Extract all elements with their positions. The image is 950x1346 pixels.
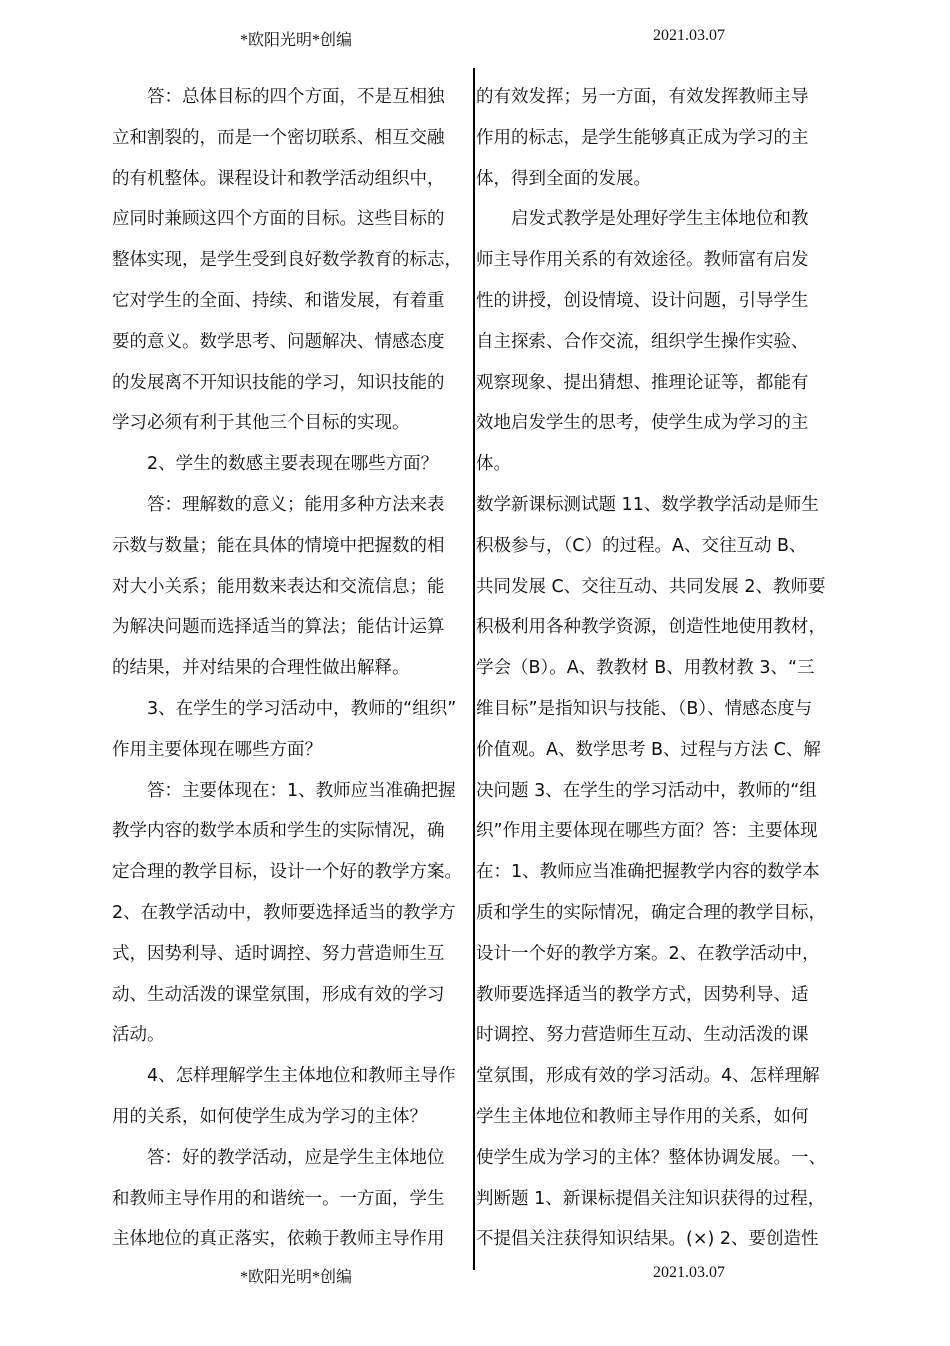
text-line: 式，因势利导、适时调控、努力营造师生互 [112,943,445,964]
text-line: 价值观。A、数学思考 B、过程与方法 C、解 [476,739,821,760]
left-column [112,77,474,1260]
text-line: 整体实现，是学生受到良好数学教育的标志， [112,250,462,271]
text-line: 答：理解数的意义；能用多种方法来表 [112,494,445,515]
text-line: 的有效发挥；另一方面，有效发挥教师主导 [476,87,809,107]
text-line: 的发展离不开知识技能的学习，知识技能的 [112,372,445,393]
text-line: 使学生成为学习的主体？整体协调发展。一、 [476,1147,826,1168]
text-line: 示数与数量；能在具体的情境中把握数的相 [112,535,445,556]
text-line: 2、学生的数感主要表现在哪些方面？ [112,454,439,475]
text-line: 和教师主导作用的和谐统一。一方面，学生 [112,1188,445,1209]
text-line: 应同时兼顾这四个方面的目标。这些目标的 [112,209,445,230]
text-line: 立和割裂的，而是一个密切联系、相互交融 [112,127,445,148]
text-line: 它对学生的全面、持续、和谐发展，有着重 [112,290,445,311]
text-line: 决问题 3、在学生的学习活动中，教师的“组 [476,780,817,801]
text-line: 数学新课标测试题 11、数学教学活动是师生 [476,494,819,515]
text-line: 答：总体目标的四个方面，不是互相独 [112,87,445,107]
text-line: 质和学生的实际情况，确定合理的教学目标， [476,902,826,923]
text-line: 共同发展 C、交往互动、共同发展 2、教师要 [476,576,826,597]
text-line: 启发式教学是处理好学生主体地位和教 [476,209,809,230]
text-line: 判断题 1、新课标提倡关注知识获得的过程， [476,1188,826,1209]
text-line: 观察现象、提出猜想、推理论证等，都能有 [476,372,809,393]
text-line: 性的讲授，创设情境、设计问题，引导学生 [476,290,809,311]
text-line: 积极利用各种教学资源，创造性地使用教材， [476,617,826,638]
text-line: 答：主要体现在：1、教师应当准确把握 [112,780,456,801]
text-line: 自主探索、合作交流，组织学生操作实验、 [476,331,809,352]
text-line: 答：好的教学活动，应是学生主体地位 [112,1147,445,1168]
text-line: 效地启发学生的思考，使学生成为学习的主 [476,413,809,434]
text-line: 学会（B）。A、教教材 B、用教材教 3、“三 [476,658,815,679]
text-line: 维目标”是指知识与技能、（B）、情感态度与 [476,698,813,719]
text-line: 作用的标志，是学生能够真正成为学习的主 [476,127,809,148]
text-line: 的有机整体。课程设计和教学活动组织中， [112,168,445,189]
text-line: 不提倡关注获得知识结果。(×) 2、要创造性 [476,1229,819,1250]
text-line: 教师要选择适当的教学方式，因势利导、适 [476,984,809,1005]
header-date: 2021.03.07 [653,27,725,44]
text-line: 在：1、教师应当准确把握教学内容的数学本 [476,862,820,883]
text-line: 要的意义。数学思考、问题解决、情感态度 [112,331,445,352]
text-line: 主体地位的真正落实，依赖于教师主导作用 [112,1229,445,1250]
text-line: 定合理的教学目标，设计一个好的教学方案。 [112,862,462,883]
text-line: 动、生动活泼的课堂氛围，形成有效的学习 [112,984,445,1005]
header-author: *欧阳光明*创编 [240,32,353,49]
text-line: 学习必须有利于其他三个目标的实现。 [112,413,410,434]
text-line: 4、怎样理解学生主体地位和教师主导作 [112,1066,456,1087]
footer-date: 2021.03.07 [653,1264,725,1281]
text-line: 作用主要体现在哪些方面？ [112,739,322,760]
text-line: 用的关系，如何使学生成为学习的主体？ [112,1106,427,1127]
text-line: 学生主体地位和教师主导作用的关系，如何 [476,1106,809,1127]
text-line: 教学内容的数学本质和学生的实际情况，确 [112,821,445,842]
text-line: 2、在教学活动中，教师要选择适当的教学方 [112,902,456,923]
right-column [476,77,838,1260]
text-line: 堂氛围，形成有效的学习活动。4、怎样理解 [476,1066,820,1087]
text-line: 积极参与，（C）的过程。A、交往互动 B、 [476,535,807,556]
footer-author: *欧阳光明*创编 [240,1269,353,1286]
text-line: 体，得到全面的发展。 [476,168,651,189]
text-line: 的结果，并对结果的合理性做出解释。 [112,658,410,679]
text-line: 织”作用主要体现在哪些方面？答：主要体现 [476,821,818,842]
text-line: 时调控、努力营造师生互动、生动活泼的课 [476,1025,809,1046]
text-line: 师主导作用关系的有效途径。教师富有启发 [476,250,809,271]
text-line: 3、在学生的学习活动中，教师的“组织” [112,698,457,719]
text-line: 体。 [476,454,511,475]
text-line: 设计一个好的教学方案。2、在教学活动中， [476,943,820,964]
text-line: 为解决问题而选择适当的算法；能估计运算 [112,617,445,638]
text-line: 活动。 [112,1025,165,1046]
text-line: 对大小关系；能用数来表达和交流信息；能 [112,576,445,597]
